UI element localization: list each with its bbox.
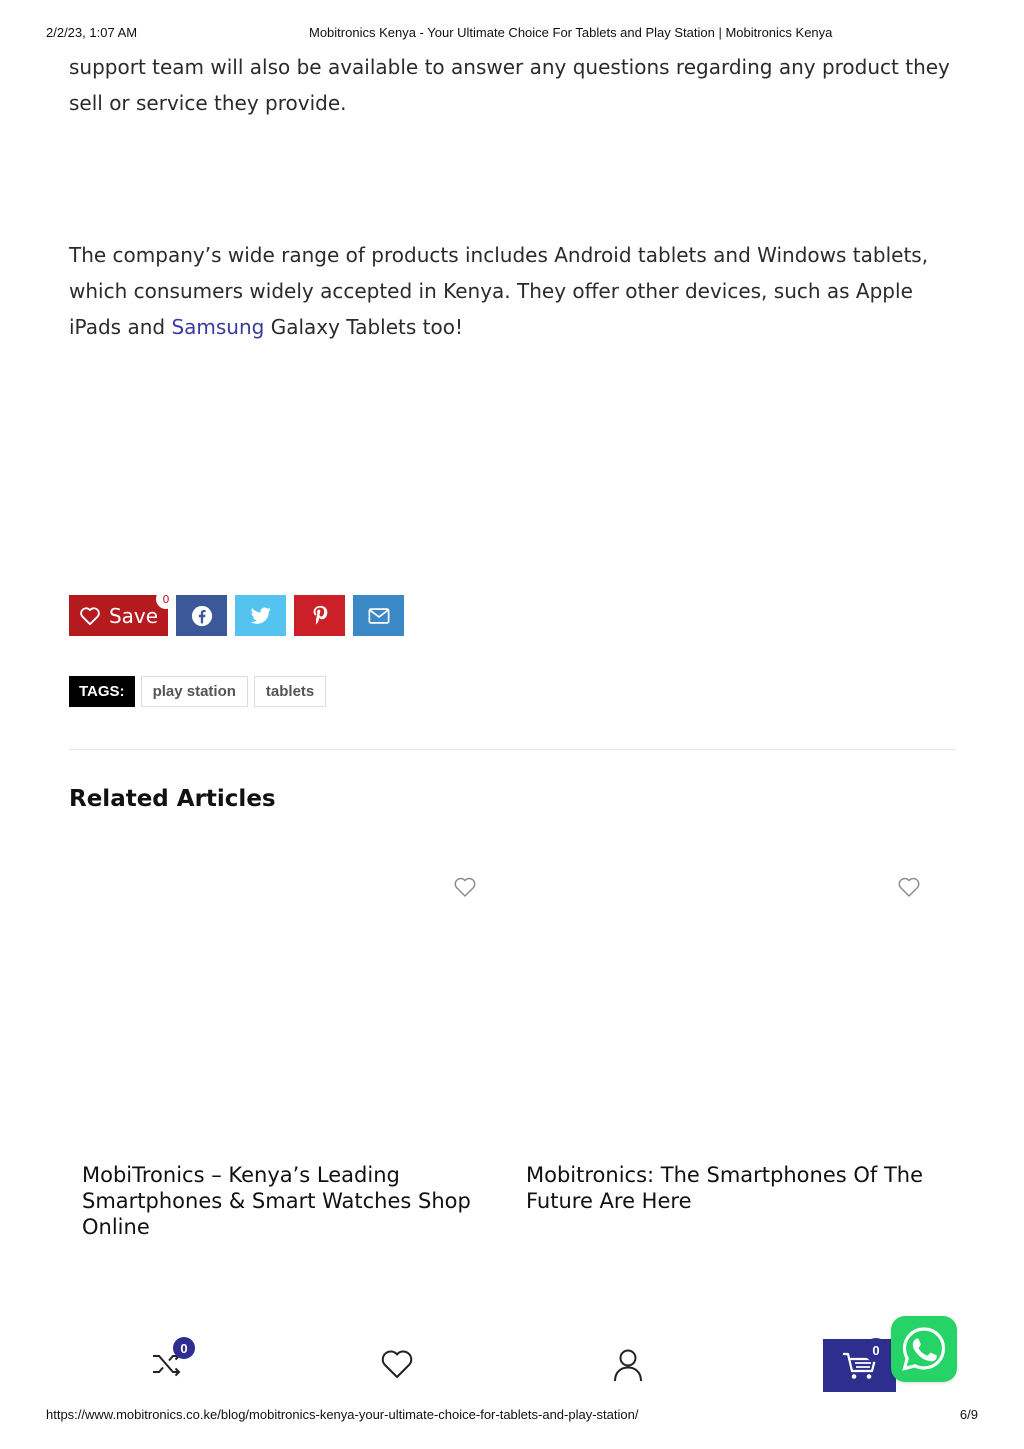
tag-link[interactable]: tablets (254, 676, 326, 707)
related-article-card[interactable] (513, 870, 933, 1250)
tag-link[interactable]: play station (141, 676, 248, 707)
print-page-number: 6/9 (959, 1407, 978, 1422)
article-paragraph (69, 237, 969, 345)
related-article-title[interactable]: MobiTronics – Kenya’s Leading Smartphones & Smart Watches Shop Online (82, 1163, 471, 1239)
whatsapp-icon (900, 1325, 948, 1373)
paragraph-text: Galaxy Tablets too! (264, 315, 463, 339)
heart-icon[interactable] (897, 876, 921, 898)
pinterest-icon (311, 605, 329, 627)
compare-count-badge: 0 (173, 1337, 195, 1359)
related-article-card[interactable] (69, 870, 489, 1250)
save-label: Save (108, 603, 159, 628)
section-divider (69, 749, 956, 750)
twitter-share-button[interactable] (235, 595, 286, 636)
print-footer (0, 1407, 1024, 1425)
user-account-icon[interactable] (612, 1348, 644, 1382)
related-article-title[interactable]: Mobitronics: The Smartphones Of The Future Are Here (526, 1163, 924, 1213)
facebook-icon (191, 605, 213, 627)
cart-count-badge: 0 (864, 1338, 888, 1362)
twitter-icon (250, 607, 272, 625)
heart-wishlist-icon[interactable] (380, 1348, 414, 1380)
tags-row (69, 676, 326, 707)
article-paragraph: support team will also be available to answer any questions regarding any product they sell or service they provide. (69, 55, 950, 115)
tags-label: TAGS: (69, 676, 135, 707)
share-buttons (69, 592, 404, 636)
bottom-nav-bar (0, 1330, 1024, 1400)
print-page-title: Mobitronics Kenya - Your Ultimate Choice For Tablets and Play Station | Mobitronics Kenya (309, 25, 833, 40)
print-header (0, 25, 1024, 43)
pinterest-share-button[interactable] (294, 595, 345, 636)
whatsapp-chat-button[interactable] (891, 1316, 957, 1382)
samsung-link[interactable]: Samsung (171, 315, 265, 339)
save-count-badge: 0 (156, 589, 176, 609)
heart-icon (79, 606, 101, 626)
print-datetime: 2/2/23, 1:07 AM (46, 25, 138, 40)
save-button[interactable] (69, 592, 170, 636)
facebook-share-button[interactable] (176, 595, 227, 636)
heart-icon[interactable] (453, 876, 477, 898)
print-url: https://www.mobitronics.co.ke/blog/mobitronics-kenya-your-ultimate-choice-for-tablets-and-play-station/ (46, 1407, 639, 1422)
paragraph-text: The company’s wide range of products includes Android tablets and Windows tablets, which consumers widely accepted in Kenya. They offer other devices, such as Apple iPads and (69, 243, 929, 339)
mail-icon (368, 607, 390, 625)
email-share-button[interactable] (353, 595, 404, 636)
related-articles-heading: Related Articles (69, 786, 276, 812)
